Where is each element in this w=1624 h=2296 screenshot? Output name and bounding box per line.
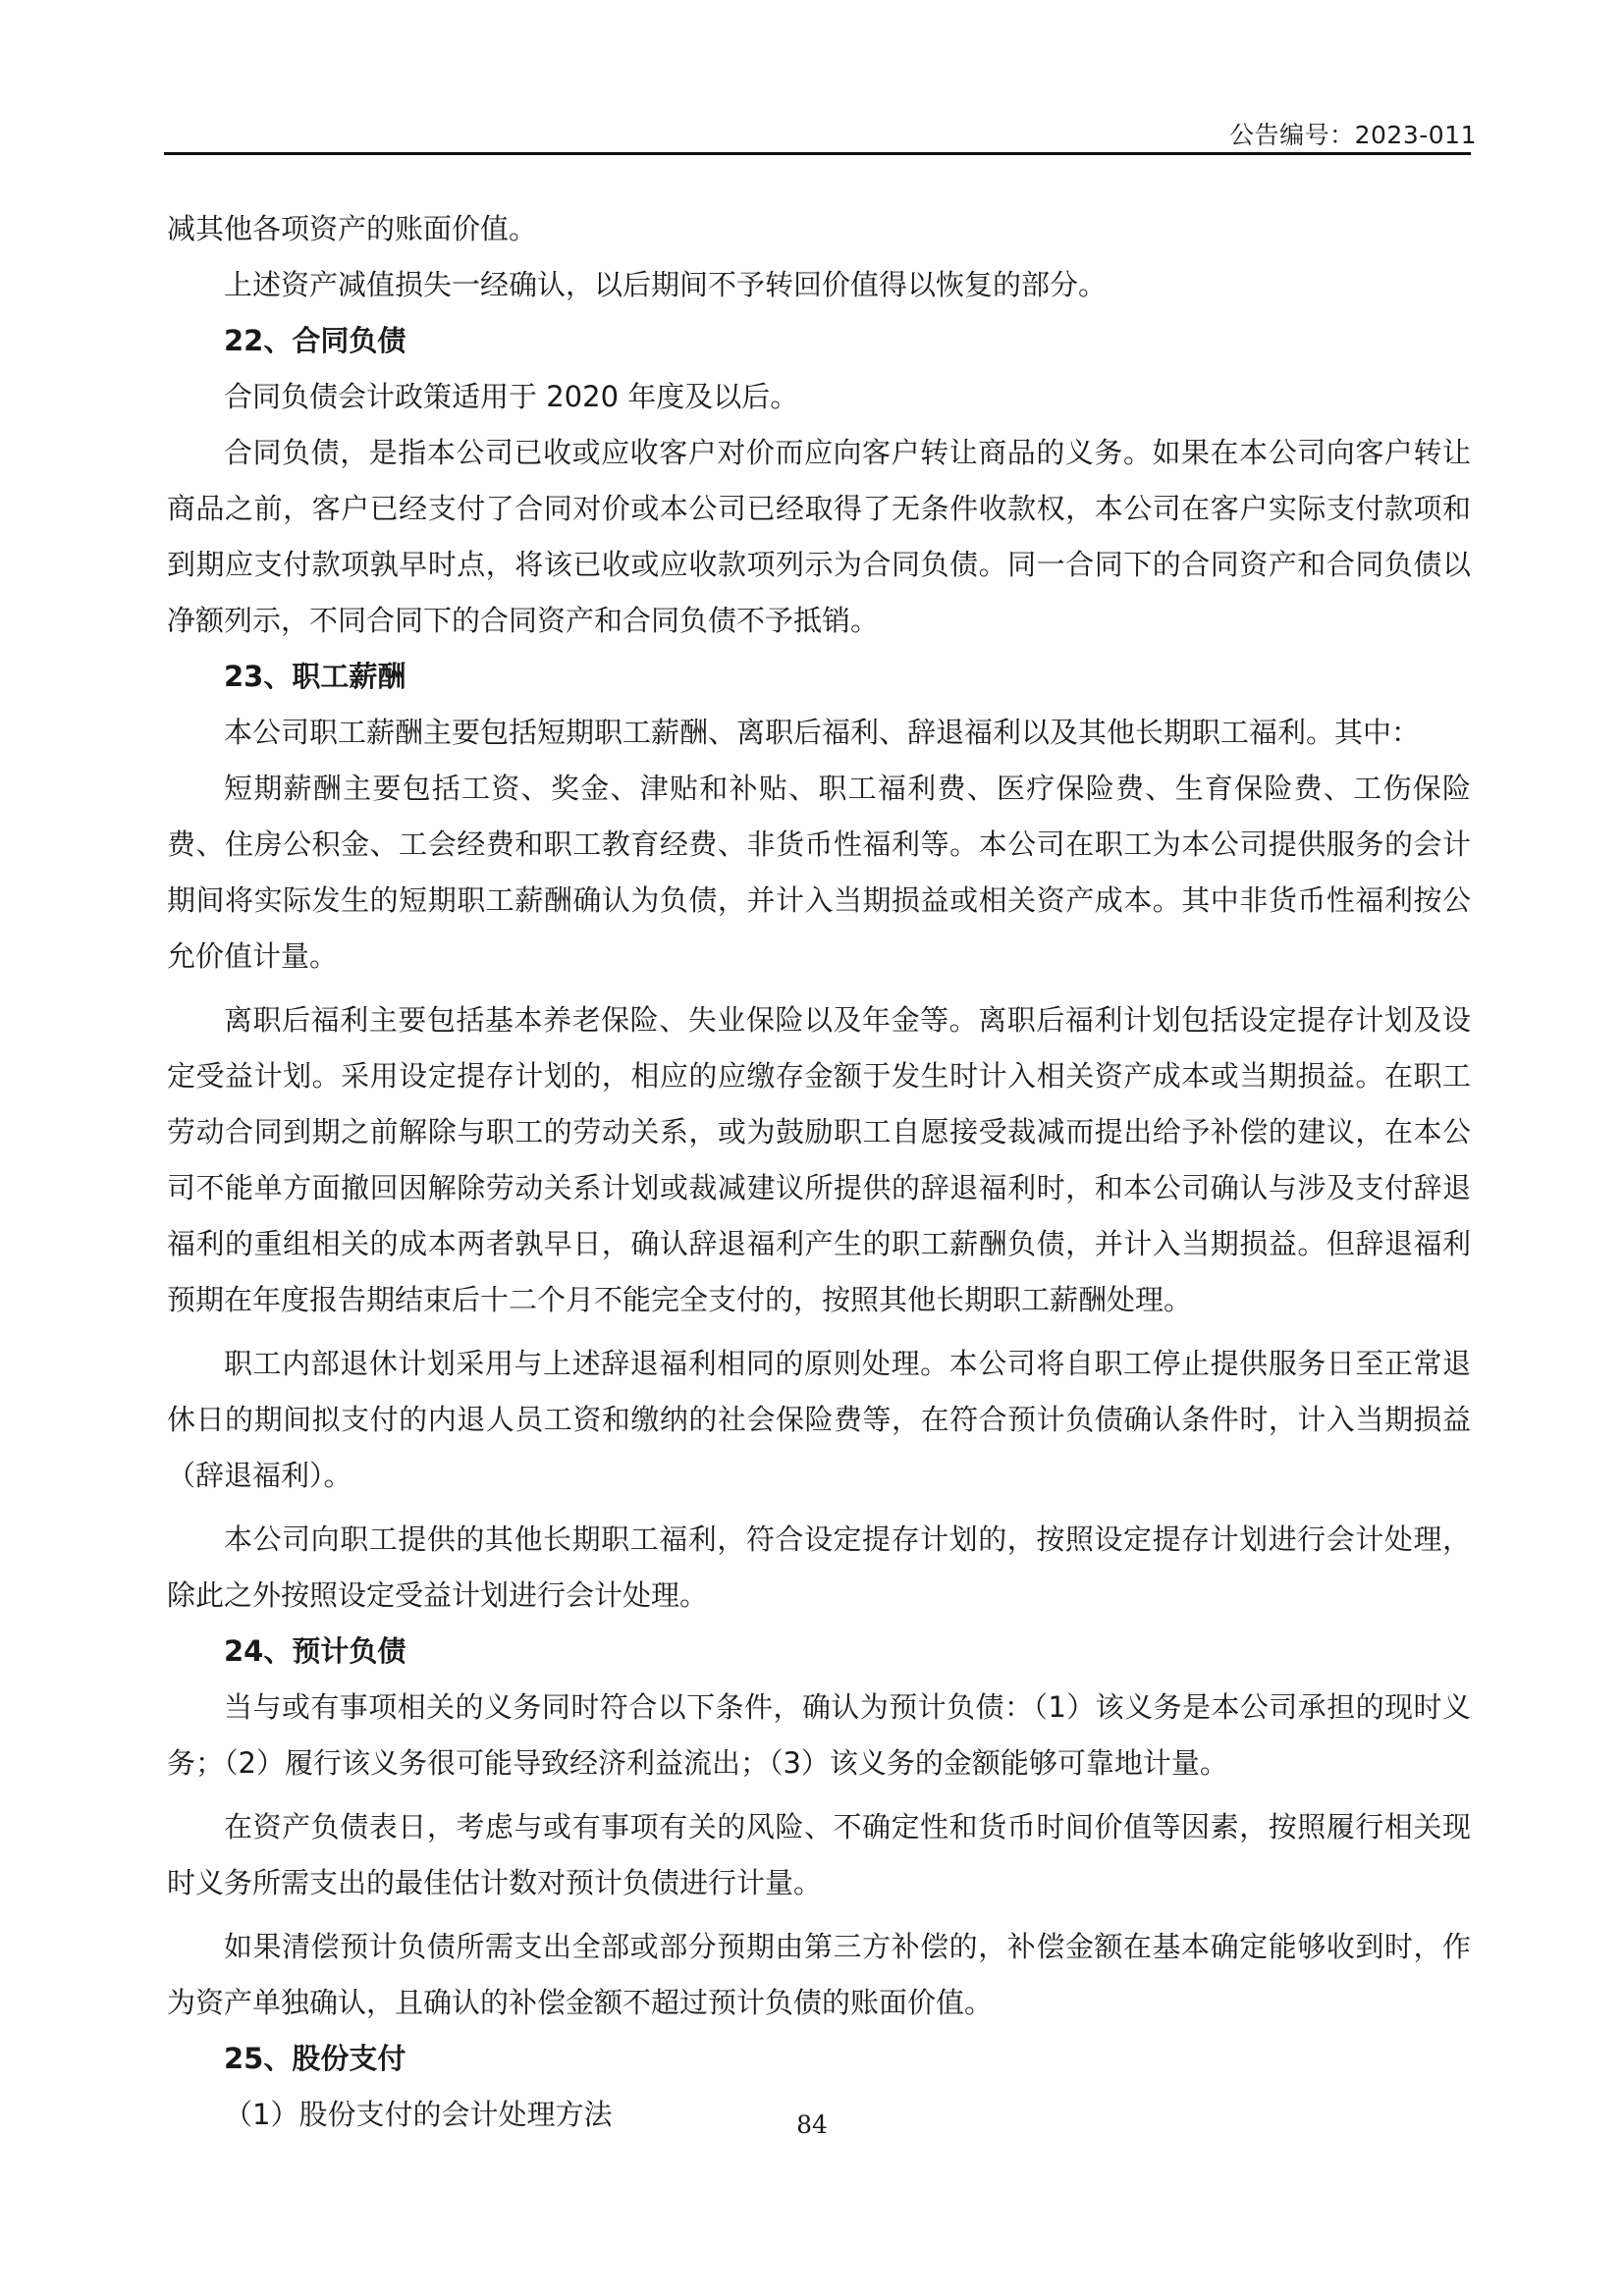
body-paragraph: 职工内部退休计划采用与上述辞退福利相同的原则处理。本公司将自职工停止提供服务日至正常退休日的期间拟支付的内退人员工资和缴纳的社会保险费等，在符合预计负债确认条件时，计入当期损益（辞退福利）。	[167, 1347, 1471, 1492]
page-number: 84	[796, 2110, 828, 2139]
section-heading: 24、预计负债	[224, 1634, 406, 1668]
document-body	[167, 201, 1471, 2143]
body-paragraph: 本公司职工薪酬主要包括短期职工薪酬、离职后福利、辞退福利以及其他长期职工福利。其中：	[224, 716, 1421, 749]
body-paragraph: 在资产负债表日，考虑与或有事项有关的风险、不确定性和货币时间价值等因素，按照履行相关现时义务所需支出的最佳估计数对预计负债进行计量。	[167, 1810, 1471, 1899]
body-paragraph: 本公司向职工提供的其他长期职工福利，符合设定提存计划的，按照设定提存计划进行会计处理，除此之外按照设定受益计划进行会计处理。	[167, 1522, 1471, 1612]
body-paragraph: 当与或有事项相关的义务同时符合以下条件，确认为预计负债：（1）该义务是本公司承担的现时义务；（2）履行该义务很可能导致经济利益流出；（3）该义务的金额能够可靠地计量。	[167, 1690, 1471, 1780]
body-paragraph: 如果清偿预计负债所需支出全部或部分预期由第三方补偿的，补偿金额在基本确定能够收到时，作为资产单独确认，且确认的补偿金额不超过预计负债的账面价值。	[167, 1930, 1471, 2019]
section-heading: 22、合同负债	[224, 324, 406, 357]
body-paragraph: 合同负债，是指本公司已收或应收客户对价而应向客户转让商品的义务。如果在本公司向客户转让商品之前，客户已经支付了合同对价或本公司已经取得了无条件收款权，本公司在客户实际支付款项和到期应支付款项孰早时点，将该已收或应收款项列示为合同负债。同一合同下的合同资产和合同负债以净额列示，不同合同下的合同资产和合同负债不予抵销。	[167, 436, 1471, 637]
body-paragraph: （1）股份支付的会计处理方法	[224, 2098, 613, 2131]
body-paragraph: 合同负债会计政策适用于 2020 年度及以后。	[224, 380, 799, 413]
header-divider	[164, 152, 1471, 155]
body-paragraph: 离职后福利主要包括基本养老保险、失业保险以及年金等。离职后福利计划包括设定提存计划及设定受益计划。采用设定提存计划的，相应的应缴存金额于发生时计入相关资产成本或当期损益。在职工劳动合同到期之前解除与职工的劳动关系，或为鼓励职工自愿接受裁减而提出给予补偿的建议，在本公司不能单方面撤回因解除劳动关系计划或裁减建议所提供的辞退福利时，和本公司确认与涉及支付辞退福利的重组相关的成本两者孰早日，确认辞退福利产生的职工薪酬负债，并计入当期损益。但辞退福利预期在年度报告期结束后十二个月不能完全支付的，按照其他长期职工薪酬处理。	[167, 1003, 1471, 1316]
body-paragraph: 上述资产减值损失一经确认，以后期间不予转回价值得以恢复的部分。	[224, 268, 1108, 301]
body-paragraph: 减其他各项资产的账面价值。	[167, 212, 538, 245]
section-heading: 25、股份支付	[224, 2042, 406, 2075]
section-heading: 23、职工薪酬	[224, 660, 406, 693]
body-paragraph: 短期薪酬主要包括工资、奖金、津贴和补贴、职工福利费、医疗保险费、生育保险费、工伤保险费、住房公积金、工会经费和职工教育经费、非货币性福利等。本公司在职工为本公司提供服务的会计期间将实际发生的短期职工薪酬确认为负债，并计入当期损益或相关资产成本。其中非货币性福利按公允价值计量。	[167, 772, 1471, 973]
announcement-number: 公告编号：2023-011	[1229, 121, 1477, 149]
